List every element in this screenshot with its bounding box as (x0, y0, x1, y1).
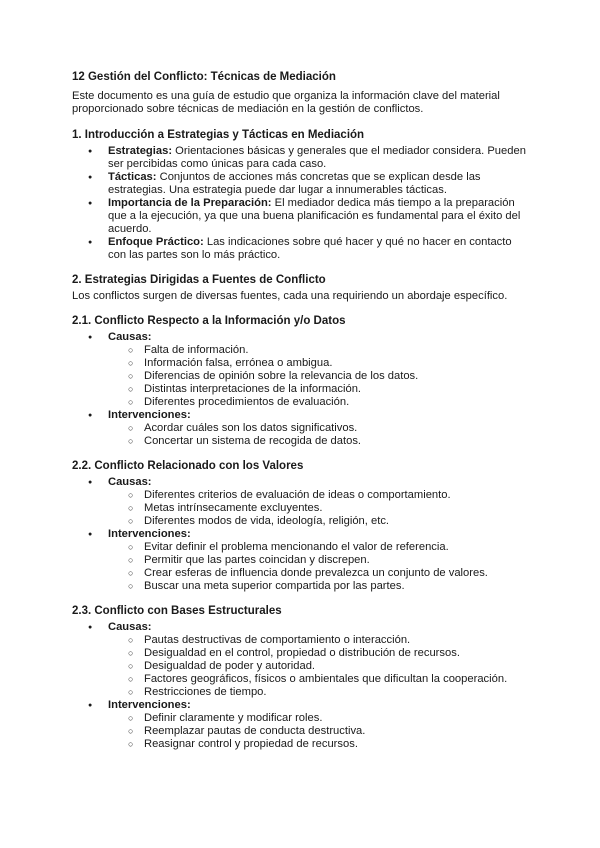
list-item: ○ Diferentes criterios de evaluación de ideas o comportamiento. (108, 489, 532, 502)
section-2-heading: 2. Estrategias Dirigidas a Fuentes de Conflicto (72, 274, 326, 286)
causes-list (108, 344, 532, 409)
section-1-heading: 1. Introducción a Estrategias y Tácticas en Mediación (72, 129, 365, 141)
section-2-2-heading: 2.2. Conflicto Relacionado con los Valores (72, 460, 304, 472)
causes-list (108, 489, 532, 528)
list-item: ○ Concertar un sistema de recogida de datos. (108, 435, 532, 448)
interventions-label: Intervenciones: (108, 528, 191, 540)
item-term: Importancia de la Preparación: (108, 197, 272, 209)
causes-item (72, 621, 532, 699)
item-text: El mediador dedica más tiempo a la preparación que a la ejecución, ya que una buena planificación es fundamental para el éxito del acuerdo. (108, 197, 521, 235)
causes-label: Causas: (108, 621, 152, 633)
intro-paragraph: Este documento es una guía de estudio que organiza la información clave del material proporcionado sobre técnicas de mediación en la gestión de conflictos. (72, 90, 500, 115)
list-item: ○ Pautas destructivas de comportamiento o interacción. (108, 634, 532, 647)
item-text: Orientaciones básicas y generales que el mediador considera. Pueden ser percibidas como únicas para cada caso. (108, 145, 526, 170)
list-item (72, 145, 532, 171)
list-item: ○ Diferentes modos de vida, ideología, religión, etc. (108, 515, 532, 528)
list-item: ○ Distintas interpretaciones de la información. (108, 383, 532, 396)
interventions-item (72, 699, 532, 751)
list-item (72, 197, 532, 236)
list-item: ○ Metas intrínsecamente excluyentes. (108, 502, 532, 515)
causes-label: Causas: (108, 476, 152, 488)
list-item: ○ Definir claramente y modificar roles. (108, 712, 532, 725)
list-item: ○ Diferencias de opinión sobre la relevancia de los datos. (108, 370, 532, 383)
causes-label: Causas: (108, 331, 152, 343)
list-item: ○ Evitar definir el problema mencionando el valor de referencia. (108, 541, 532, 554)
item-term: Estrategias: (108, 145, 173, 157)
causes-item (72, 331, 532, 409)
list-item: ○ Diferentes procedimientos de evaluación. (108, 396, 532, 409)
item-text: Conjuntos de acciones más concretas que se explican desde las estrategias. Una estrategia puede dar lugar a innumerables tácticas. (108, 171, 481, 196)
list-item: ○ Crear esferas de influencia donde prevalezca un conjunto de valores. (108, 567, 532, 580)
interventions-label: Intervenciones: (108, 409, 191, 421)
item-text: Las indicaciones sobre qué hacer y qué no hacer en contacto con las partes son lo más práctico. (108, 236, 512, 261)
list-item (72, 171, 532, 197)
document-content (72, 70, 532, 762)
list-item: ○ Reasignar control y propiedad de recursos. (108, 738, 532, 751)
interventions-list (108, 541, 532, 593)
section-2-3-list (72, 621, 532, 751)
list-item: ○ Información falsa, errónea o ambigua. (108, 357, 532, 370)
causes-item (72, 476, 532, 528)
interventions-label: Intervenciones: (108, 699, 191, 711)
list-item: ○ Desigualdad de poder y autoridad. (108, 660, 532, 673)
interventions-list (108, 422, 532, 448)
causes-list (108, 634, 532, 699)
section-2-description: Los conflictos surgen de diversas fuentes, cada una requiriendo un abordaje específico. (72, 290, 508, 302)
list-item: ○ Buscar una meta superior compartida por las partes. (108, 580, 532, 593)
section-2-2-list (72, 476, 532, 593)
list-item (72, 236, 532, 262)
document-title: 12 Gestión del Conflicto: Técnicas de Mediación (72, 71, 336, 83)
list-item: ○ Factores geográficos, físicos o ambientales que dificultan la cooperación. (108, 673, 532, 686)
section-2-1-list (72, 331, 532, 448)
item-term: Enfoque Práctico: (108, 236, 204, 248)
item-term: Tácticas: (108, 171, 157, 183)
interventions-item (72, 409, 532, 448)
interventions-list (108, 712, 532, 751)
list-item: ○ Acordar cuáles son los datos significativos. (108, 422, 532, 435)
interventions-item (72, 528, 532, 593)
list-item: ○ Falta de información. (108, 344, 532, 357)
section-2-1-heading: 2.1. Conflicto Respecto a la Información y/o Datos (72, 315, 346, 327)
list-item: ○ Restricciones de tiempo. (108, 686, 532, 699)
list-item: ○ Reemplazar pautas de conducta destructiva. (108, 725, 532, 738)
list-item: ○ Desigualdad en el control, propiedad o distribución de recursos. (108, 647, 532, 660)
section-2-3-heading: 2.3. Conflicto con Bases Estructurales (72, 605, 282, 617)
section-1-list (72, 145, 532, 262)
list-item: ○ Permitir que las partes coincidan y discrepen. (108, 554, 532, 567)
